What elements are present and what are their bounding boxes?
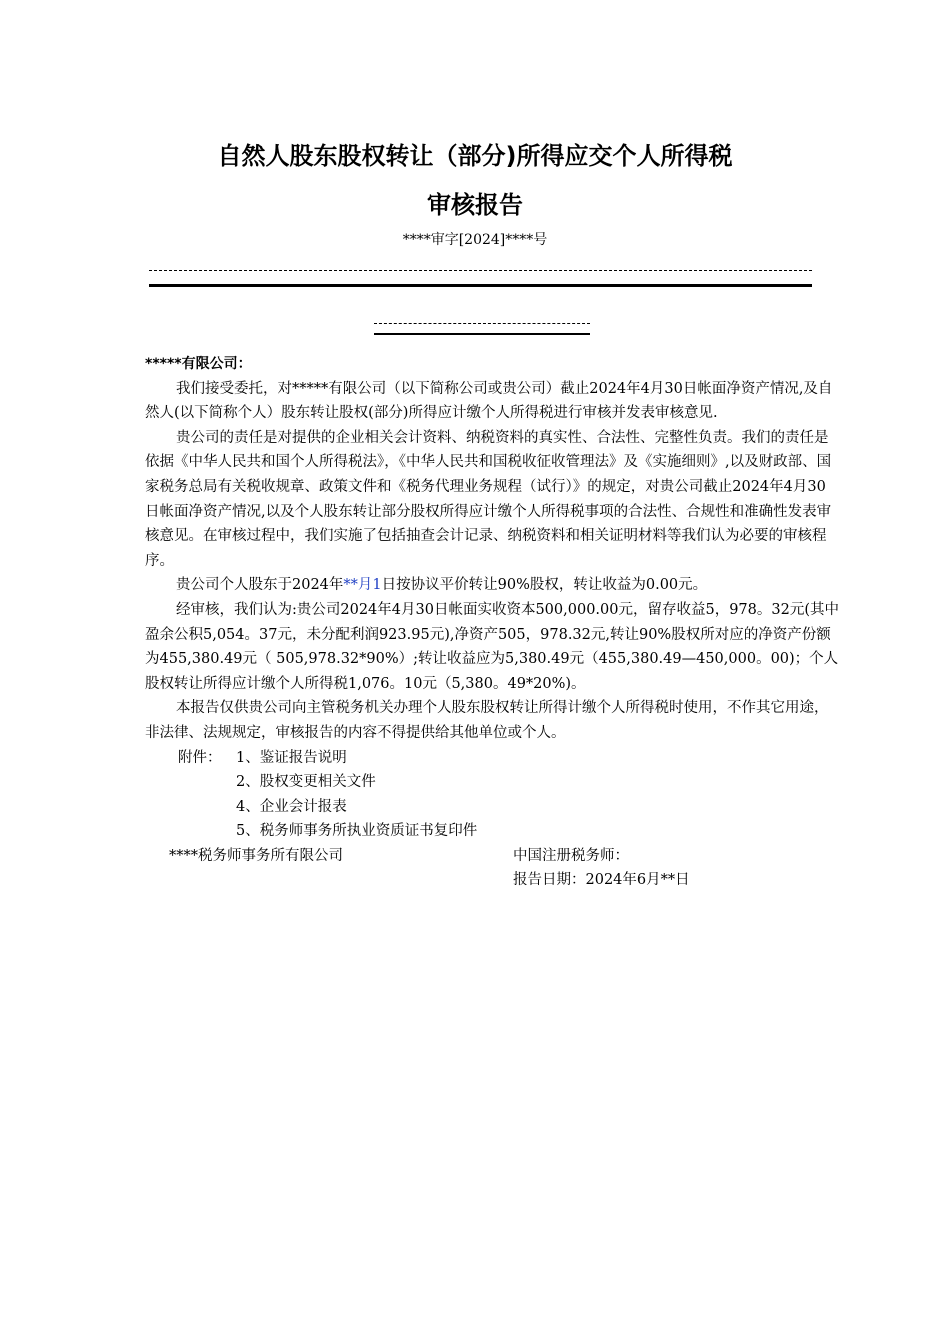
document-number: ****审字[2024]****号 xyxy=(402,232,548,248)
document-title-line1: 自然人股东股权转让（部分)所得应交个人所得税 xyxy=(217,142,733,170)
attachments-label: 附件： xyxy=(178,749,222,766)
short-solid-rule xyxy=(374,333,590,335)
paragraph-responsibility: 贵公司的责任是对提供的企业相关会计资料、纳税资料的真实性、合法性、完整性负责。我们的责任是依据《中华人民共和国个人所得税法》，《中华人民共和国税收征收管理法》及《实施细则》,以及财政部、国家税务总局有关税收规章、政策文件和《税务代理业务规程（试行）》的规定，对贵公司截止2024年4月30日帐面净资产情况,以及个人股东转让部分股权所得应计缴个人所得税事项的合法性、合规性和准确性发表审核意见。在审核过程中，我们实施了包括抽查会计记录、纳税资料和相关证明材料等我们认为必要的审核程序。 xyxy=(145,429,832,569)
short-dashed-rule xyxy=(374,323,590,324)
header-solid-rule xyxy=(149,284,812,287)
header-dashed-rule xyxy=(149,270,812,271)
document-title-line2: 审核报告 xyxy=(427,191,523,219)
paragraph-usage: 本报告仅供贵公司向主管税务机关办理个人股东股权转让所得计缴个人所得税时使用，不作其它用途，非法律、法规规定，审核报告的内容不得提供给其他单位或个人。 xyxy=(145,700,829,741)
paragraph-engagement: 我们接受委托，对*****有限公司（以下简称公司或贵公司）截止2024年4月30日帐面净资产情况,及自然人(以下简称个人）股东转让股权(部分)所得应计缴个人所得税进行审核并发表审核意见. xyxy=(145,380,833,422)
firm-name: ****税务师事务所有限公司 xyxy=(169,847,343,864)
attachment-item: 4、企业会计报表 xyxy=(236,798,347,815)
attachment-item: 1、鉴证报告说明 xyxy=(236,749,347,766)
attachment-item: 5、税务师事务所执业资质证书复印件 xyxy=(236,823,478,840)
report-date: 报告日期：2024年6月**日 xyxy=(513,872,690,889)
transfer-date-highlight: **月1 xyxy=(343,577,382,594)
salutation: *****有限公司： xyxy=(145,356,252,372)
tax-agent-label: 中国注册税务师： xyxy=(513,847,629,864)
transfer-text-before: 贵公司个人股东于2024年 xyxy=(176,577,344,594)
report-body xyxy=(145,352,840,893)
transfer-text-after: 日按协议平价转让90%股权，转让收益为0.00元。 xyxy=(381,577,708,594)
paragraph-opinion: 经审核，我们认为:贵公司2024年4月30日帐面实收资本500,000.00元，留存收益5，978。32元(其中盈余公积5,054。37元，未分配利润923.95元),净资产505，978.32元,转让90%股权所对应的净资产份额为455,380.49元（ 505,978.32*90%）;转让收益应为5,380.49元（455,380.49—450,000。00)；个人股权转让所得应计缴个人所得税1,076。10元（5,380。49*20%)。 xyxy=(145,601,839,692)
paragraph-transfer xyxy=(145,573,840,598)
signature-row xyxy=(145,844,840,869)
attachment-item: 2、股权变更相关文件 xyxy=(236,774,376,791)
